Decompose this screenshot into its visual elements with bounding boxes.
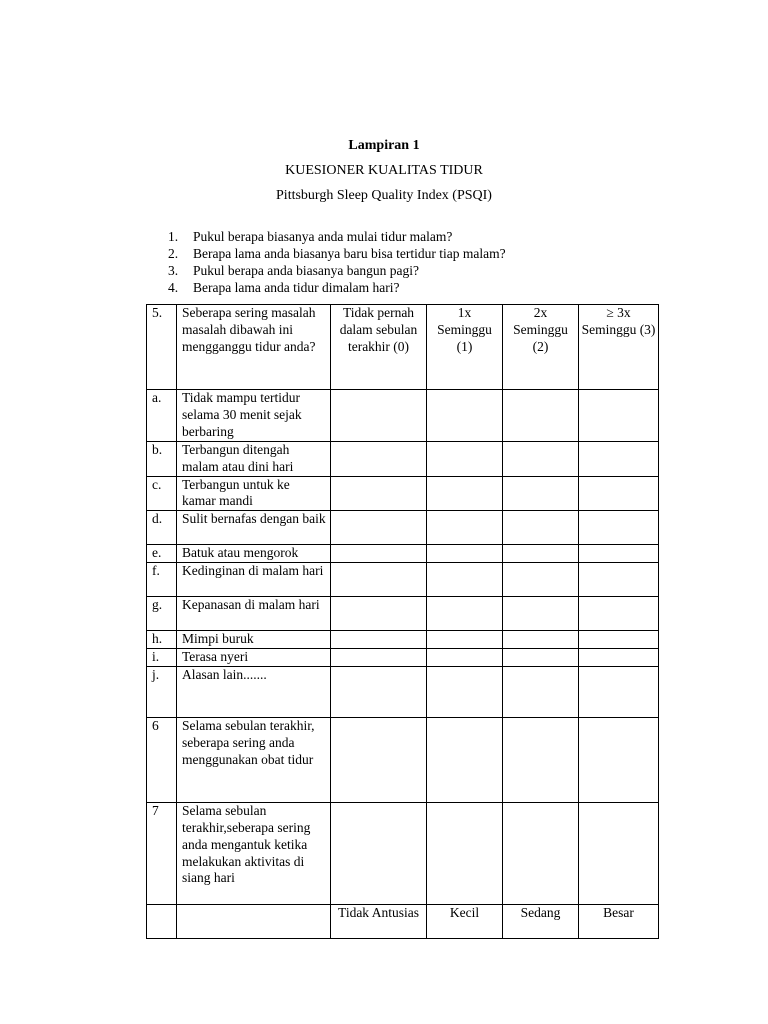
row-number: g. [147, 597, 177, 631]
table-header-row [147, 305, 659, 390]
header-col-once-weekly: 1x Seminggu (1) [427, 305, 503, 390]
table-row [147, 667, 659, 718]
answer-cell[interactable] [579, 511, 659, 545]
answer-cell[interactable] [331, 476, 427, 511]
row-text: Kepanasan di malam hari [177, 597, 331, 631]
answer-cell[interactable] [579, 476, 659, 511]
question-number: 4. [168, 280, 179, 295]
table-row [147, 511, 659, 545]
question-item [168, 262, 506, 279]
answer-cell[interactable] [331, 390, 427, 442]
answer-cell[interactable] [331, 597, 427, 631]
row-number: 7 [147, 803, 177, 905]
answer-cell[interactable] [427, 563, 503, 597]
row-text: Kedinginan di malam hari [177, 563, 331, 597]
answer-cell[interactable] [331, 631, 427, 649]
row-number: f. [147, 563, 177, 597]
table-row [147, 390, 659, 442]
row-text: Sulit bernafas dengan baik [177, 511, 331, 545]
header-question: Seberapa sering masalah masalah dibawah ini mengganggu tidur anda? [177, 305, 331, 390]
row-text: Alasan lain....... [177, 667, 331, 718]
row-text: Selama sebulan terakhir, seberapa sering anda menggunakan obat tidur [177, 718, 331, 803]
answer-cell[interactable] [427, 390, 503, 442]
empty-cell [177, 905, 331, 939]
row-number: h. [147, 631, 177, 649]
row-number: j. [147, 667, 177, 718]
row-text: Terbangun untuk ke kamar mandi [177, 476, 331, 511]
answer-cell[interactable] [331, 649, 427, 667]
answer-cell[interactable] [579, 442, 659, 477]
footer-col-medium: Sedang [503, 905, 579, 939]
answer-cell[interactable] [427, 667, 503, 718]
footer-col-not-enthusiastic: Tidak Antusias [331, 905, 427, 939]
question-item [168, 245, 506, 262]
question-list [168, 228, 506, 296]
answer-cell[interactable] [503, 718, 579, 803]
page-title: Lampiran 1 [348, 138, 420, 153]
answer-cell[interactable] [579, 667, 659, 718]
answer-cell[interactable] [503, 803, 579, 905]
answer-cell[interactable] [503, 667, 579, 718]
answer-cell[interactable] [579, 803, 659, 905]
answer-cell[interactable] [331, 442, 427, 477]
answer-cell[interactable] [579, 545, 659, 563]
answer-cell[interactable] [579, 597, 659, 631]
answer-cell[interactable] [503, 511, 579, 545]
footer-col-large: Besar [579, 905, 659, 939]
table-row [147, 442, 659, 477]
answer-cell[interactable] [331, 718, 427, 803]
answer-cell[interactable] [503, 563, 579, 597]
row-text: Tidak mampu tertidur selama 30 menit sejak berbaring [177, 390, 331, 442]
answer-cell[interactable] [331, 563, 427, 597]
row-number: i. [147, 649, 177, 667]
answer-cell[interactable] [427, 442, 503, 477]
answer-cell[interactable] [331, 545, 427, 563]
question-text: Berapa lama anda tidur dimalam hari? [193, 280, 400, 295]
psqi-table [146, 304, 659, 939]
answer-cell[interactable] [503, 442, 579, 477]
row-number: d. [147, 511, 177, 545]
question-number: 3. [168, 263, 179, 278]
row-text: Mimpi buruk [177, 631, 331, 649]
row-number: b. [147, 442, 177, 477]
header-number: 5. [147, 305, 177, 390]
answer-cell[interactable] [579, 718, 659, 803]
answer-cell[interactable] [331, 511, 427, 545]
answer-cell[interactable] [579, 563, 659, 597]
row-text: Terasa nyeri [177, 649, 331, 667]
answer-cell[interactable] [427, 649, 503, 667]
questionnaire-subtitle: Pittsburgh Sleep Quality Index (PSQI) [276, 188, 492, 203]
question-item [168, 279, 506, 296]
answer-cell[interactable] [427, 597, 503, 631]
table-row [147, 476, 659, 511]
table-row [147, 631, 659, 649]
answer-cell[interactable] [579, 390, 659, 442]
questionnaire-title: KUESIONER KUALITAS TIDUR [285, 163, 483, 178]
answer-cell[interactable] [503, 476, 579, 511]
table-row [147, 545, 659, 563]
question-text: Pukul berapa biasanya anda mulai tidur malam? [193, 229, 453, 244]
answer-cell[interactable] [427, 545, 503, 563]
header-col-thrice-weekly: ≥ 3x Seminggu (3) [579, 305, 659, 390]
empty-cell [147, 905, 177, 939]
table-row [147, 803, 659, 905]
footer-col-small: Kecil [427, 905, 503, 939]
question-text: Pukul berapa anda biasanya bangun pagi? [193, 263, 420, 278]
question-item [168, 228, 506, 245]
row-number: 6 [147, 718, 177, 803]
answer-cell[interactable] [427, 476, 503, 511]
answer-cell[interactable] [503, 649, 579, 667]
answer-cell[interactable] [331, 803, 427, 905]
answer-cell[interactable] [503, 545, 579, 563]
row-number: c. [147, 476, 177, 511]
answer-cell[interactable] [503, 631, 579, 649]
question-number: 1. [168, 229, 179, 244]
answer-cell[interactable] [427, 511, 503, 545]
answer-cell[interactable] [579, 631, 659, 649]
table-row [147, 718, 659, 803]
answer-cell[interactable] [427, 803, 503, 905]
row-text: Batuk atau mengorok [177, 545, 331, 563]
row-text: Terbangun ditengah malam atau dini hari [177, 442, 331, 477]
row-number: e. [147, 545, 177, 563]
answer-cell[interactable] [331, 667, 427, 718]
question-number: 2. [168, 246, 179, 261]
answer-cell[interactable] [427, 631, 503, 649]
header-col-never: Tidak pernah dalam sebulan terakhir (0) [331, 305, 427, 390]
question-text: Berapa lama anda biasanya baru bisa tertidur tiap malam? [193, 246, 506, 261]
table-footer-row [147, 905, 659, 939]
row-number: a. [147, 390, 177, 442]
answer-cell[interactable] [579, 649, 659, 667]
answer-cell[interactable] [503, 390, 579, 442]
table-row [147, 563, 659, 597]
answer-cell[interactable] [427, 718, 503, 803]
table-row [147, 597, 659, 631]
row-text: Selama sebulan terakhir,seberapa sering anda mengantuk ketika melakukan aktivitas di siang hari [177, 803, 331, 905]
answer-cell[interactable] [503, 597, 579, 631]
header-col-twice-weekly: 2x Seminggu (2) [503, 305, 579, 390]
table-row [147, 649, 659, 667]
